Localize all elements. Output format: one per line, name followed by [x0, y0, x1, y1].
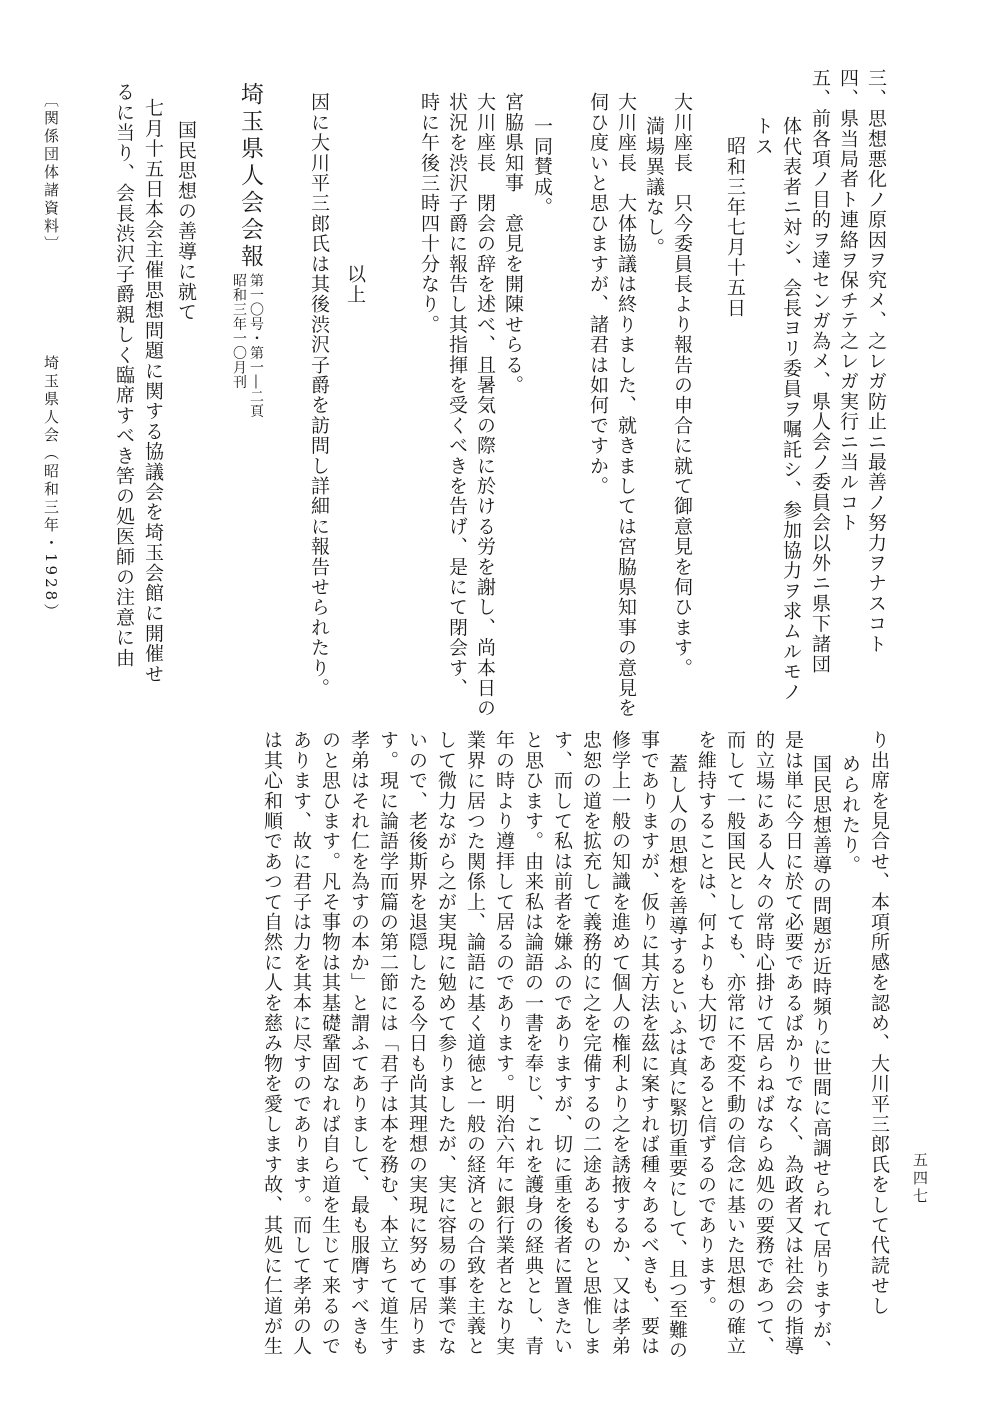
item-3-line: 三、思想悪化ノ原因ヲ究メ、之レガ防止ニ最善ノ努力ヲナスコト — [865, 68, 887, 655]
body-line: して微力ながら之が実現に勉めて参りましたが、実に容易の事業でな — [435, 730, 457, 1357]
governor-line: 宮脇県知事 意見を開陳せらる。 — [502, 92, 524, 395]
body-line: す、而して私は前者を嫌ふのでありますが、切に重を後者に置きたい — [551, 730, 573, 1357]
body-line: 而して一般国民としても、亦常に不変不動の信念に基いた思想の確立 — [724, 730, 746, 1357]
chair-remark-1: 大川座長 只今委員長より報告の申合に就て御意見を伺ひます。 — [671, 92, 693, 678]
body-line: を維持することは、何よりも大切であると信ずるのであります。 — [695, 730, 717, 1316]
chair-closing-3: 時に午後三時四十分なり。 — [418, 92, 440, 335]
article-intro-2: るに当り、会長渋沢子爵親しく臨席すべき筈の処医師の注意に由 — [113, 82, 135, 668]
body-line: 国民思想善導の問題が近時頻りに世間に高調せられて居りますが、 — [810, 754, 832, 1360]
issue-info-2: 昭和三年一〇月刊 — [231, 273, 247, 389]
body-line: 忠恕の道を拡充して義務的に之を完備するの二途あるものと思惟しま — [580, 730, 602, 1357]
body-line: あります、故に君子は力を其本に尽すのであります。而して孝弟の人 — [290, 730, 312, 1357]
agreement-line: 一同賛成。 — [531, 116, 553, 217]
postscript-line: 因に大川平三郎氏は其後渋沢子爵を訪問し詳細に報告せられたり。 — [308, 92, 330, 698]
body-line: と思ひます。由来私は論語の一書を奉じ、これを護身の経典とし、青 — [522, 730, 544, 1357]
chair-closing-2: 状況を渋沢子爵に報告し其指揮を受くべきを告げ、是にて閉会す、 — [446, 92, 468, 698]
body-line: いので、老後斯界を退隠したる今日も尚其理想の実現に努めて居りま — [406, 730, 428, 1357]
chair-closing-1: 大川座長 閉会の辞を述べ、且暑気の際に於ける労を謝し、尚本日の — [474, 92, 496, 719]
body-line: 蓋し人の思想を善導するといふは真に緊切重要にして、且つ至難の — [666, 754, 688, 1360]
body-line: り出席を見合せ、本項所感を認め、大川平三郎氏をして代読せし — [868, 730, 890, 1316]
body-line: 孝弟はそれ仁を為すの本か」と謂ふてありまして、最も服膺すべきも — [348, 730, 370, 1357]
chair-remark-2-cont: 伺ひ度いと思ひますが、諸君は如何ですか。 — [587, 92, 609, 496]
item-5-line-3: トス — [752, 116, 774, 157]
body-line: 修学上一般の知識を進めて個人の権利より之を誘掖するか、又は孝弟 — [609, 730, 631, 1357]
page-number: 五四七 — [911, 1152, 929, 1206]
date-line: 昭和三年七月十五日 — [724, 136, 746, 318]
body-line: す。現に論語学而篇の第二節には「君子は本を務む、本立ちて道生す — [377, 730, 399, 1357]
body-line: のと思ひます。凡そ事物は其基礎鞏固なれば自ら道を生じて来るので — [319, 730, 341, 1357]
body-line: 是は単に今日に於て必要であるばかりでなく、為政者又は社会の指導 — [782, 730, 804, 1357]
unanimous-line: 満場異議なし。 — [643, 116, 665, 258]
article-intro-1: 七月十五日本会主催思想問題に関する協議会を埼玉会館に開催せ — [142, 98, 164, 684]
body-line: 的立場にある人々の常時心掛けて居らねばならぬ処の要務であつて、 — [753, 730, 775, 1357]
chair-remark-2: 大川座長 大体協議は終りました、就きましては宮脇県知事の意見を — [615, 92, 637, 719]
item-5-line-1: 五、前各項ノ目的ヲ達センガ為メ、県人会ノ委員会以外ニ県下諸団 — [809, 68, 831, 675]
article-title: 国民思想の善導に就て — [175, 120, 197, 322]
end-mark: 以上 — [344, 264, 366, 305]
body-line: は其心和順であつて自然に人を慈み物を愛します故、其処に仁道が生 — [261, 730, 283, 1357]
body-line: 事でありますが、仮りに其方法を茲に案すれば種々あるべきも、要は — [638, 730, 660, 1357]
issue-info-1: 第一〇号・第一―二頁 — [248, 273, 264, 418]
body-line: 業界に居つた関係上、論語に基く道徳と一般の経済との合致を主義と — [464, 730, 486, 1357]
body-line: められたり。 — [839, 754, 861, 876]
body-line: 年の時より遵拝して居るのであります。明治六年に銀行業者となり実 — [493, 730, 515, 1357]
source-label: 〔関係団体諸資料〕 — [42, 92, 60, 254]
item-4-line: 四、県当局者ト連絡ヲ保チテ之レガ実行ニ当ルコト — [837, 68, 859, 533]
source-title: 埼玉県人会（昭和三年・1928） — [42, 355, 60, 622]
section-heading: 埼玉県人会会報 — [237, 82, 263, 271]
item-5-line-2: 体代表者ニ対シ、会長ヨリ委員ヲ嘱託シ、参加協力ヲ求ムルモノ — [780, 116, 802, 702]
